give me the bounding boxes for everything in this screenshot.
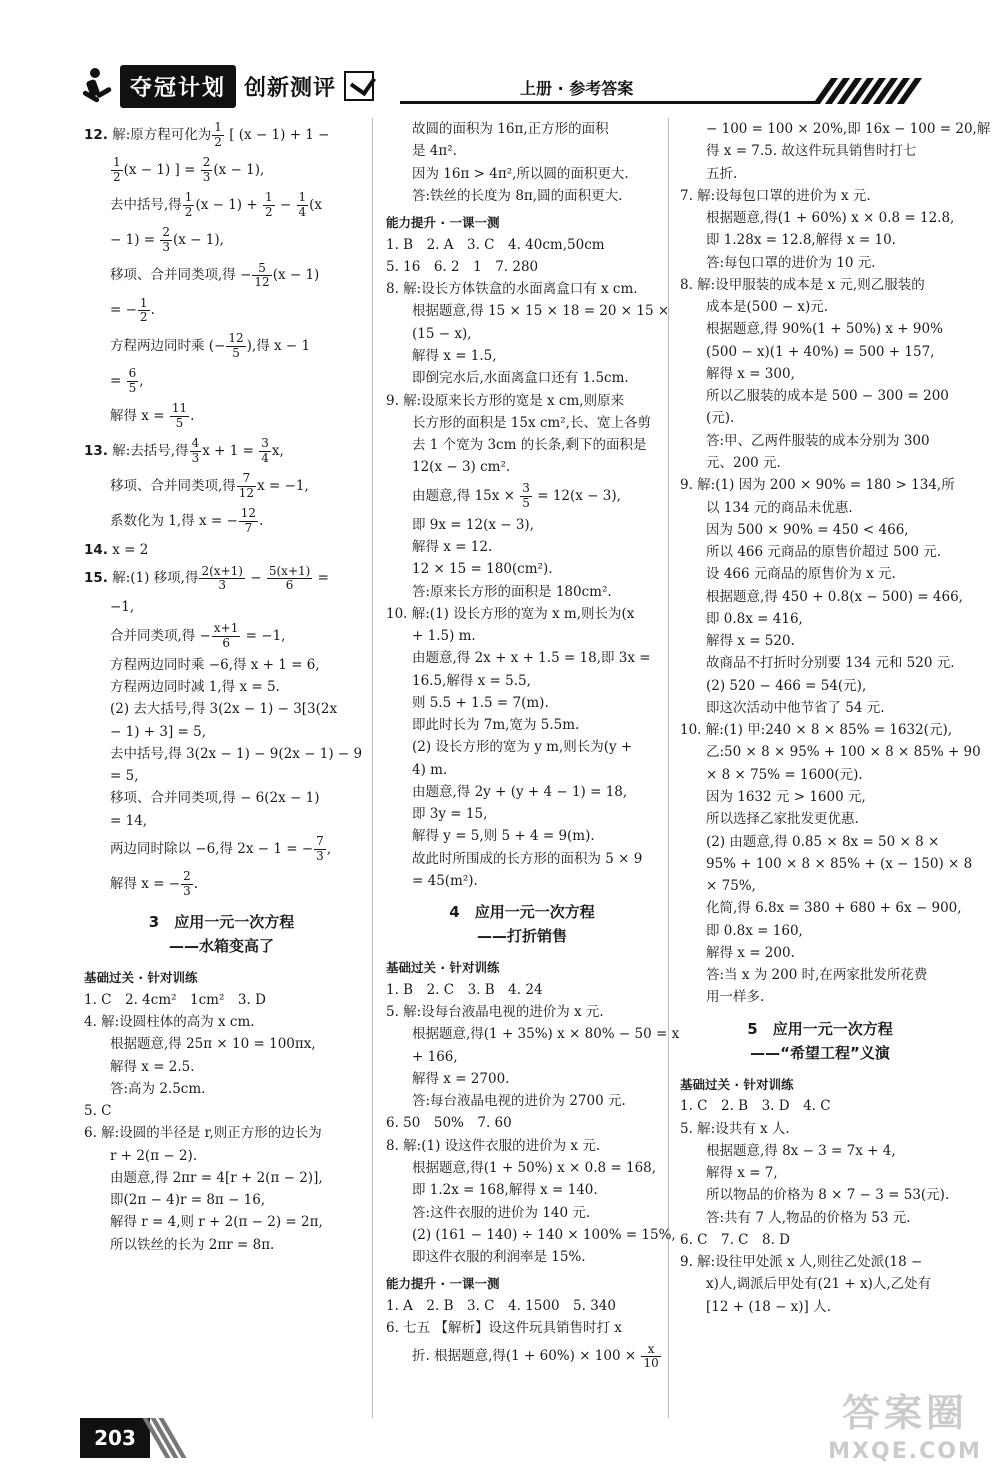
basic-practice-label: 基础过关 · 针对训练 xyxy=(84,970,198,986)
answer-line: 解得 x = 12. xyxy=(412,538,493,555)
answer-line: 8. 解:设长方体铁盒的水面离盒口有 x cm. xyxy=(386,281,638,298)
answer-line: 即 1.2x = 168,解得 x = 140. xyxy=(412,1182,598,1199)
answer-line: 所以 466 元商品的原售价超过 500 元. xyxy=(706,544,941,561)
answer-line: 由题意,得 2πr = 4[r + 2(π − 2)], xyxy=(110,1169,323,1186)
answer-line: x)人,调派后甲处有(21 + x)人,乙处有 xyxy=(706,1276,932,1293)
answer-line: 6. 解:设圆的半径是 r,则正方形的边长为 xyxy=(84,1125,322,1142)
answer-line: 根据题意,得 90%(1 + 50%) x + 90% xyxy=(706,321,943,338)
runner-icon xyxy=(80,66,116,106)
page-header xyxy=(0,0,1000,112)
answer-line: 答:共有 7 人,物品的价格为 53 元. xyxy=(706,1209,911,1226)
section-5-heading: 5 应用一元一次方程 xyxy=(747,1019,893,1038)
section-4-heading: 4 应用一元一次方程 xyxy=(449,903,595,922)
answer-12: 12. 解:原方程可化为 $\frac{1}{2}$ [ (x − 1) + 1 − $\frac{1}{2}$ (x − 1) ] = $\frac{2}{3}$ (x − 1), 去中括号,得 $\frac{1}{2}$ (x − 1) + $\frac{1}{2}$ − $\frac{1}{4}$ (x − 1) = $\frac{2}{3}$ (x − 1), 移项、合并同类项,得 − $\frac{5}{12}$ (x − 1) = − $\frac{1}{2}$ . 方程两边同时乘 (− $\frac{12}{5}$ ),得 x − 1 = $\frac{6}{5}$ , 解得 x = $\frac{11}{5}$ . xyxy=(84,120,330,430)
answer-line: 即 0.8x = 160, xyxy=(706,922,803,939)
page-number: 203 xyxy=(80,1418,150,1458)
answer-line: 由题意,得 2y + (y + 4 − 1) = 18, xyxy=(412,783,628,800)
answer-line: (500 − x)(1 + 40%) = 500 + 157, xyxy=(706,343,935,360)
answer-line: 则 5.5 + 1.5 = 7(m). xyxy=(412,694,549,711)
check-icon xyxy=(344,71,374,101)
answer-line: 以 134 元的商品未优惠. xyxy=(706,499,853,516)
answer-line: 故圆的面积为 16π,正方形的面积 xyxy=(412,121,609,137)
column-left xyxy=(84,118,363,1256)
ability-label: 能力提升 · 一课一测 xyxy=(386,1276,500,1292)
header-rule xyxy=(400,101,820,104)
answer-line: = 45(m²). xyxy=(412,872,478,889)
answer-line: 5. 解:设每台液晶电视的进价为 x 元. xyxy=(386,1004,604,1021)
answer-line: 所以物品的价格为 8 × 7 − 3 = 53(元). xyxy=(706,1187,950,1204)
answer-line: 根据题意,得(1 + 50%) x × 0.8 = 168, xyxy=(412,1159,657,1176)
answer-line: 乙:50 × 8 × 95% + 100 × 8 × 85% + 90 xyxy=(706,744,981,761)
answer-line: + 1.5) m. xyxy=(412,628,476,645)
answer-line: (元). xyxy=(706,410,735,427)
answer-line: 故商品不打折时分别要 134 元和 520 元. xyxy=(706,655,955,672)
answer-line: 1. B 2. A 3. C 4. 40cm,50cm xyxy=(386,236,605,253)
answer-line: 6. 七五 【解析】设这件玩具销售时打 x xyxy=(386,1320,622,1337)
answer-line: 16.5,解得 x = 5.5, xyxy=(412,672,531,689)
ability-label: 能力提升 · 一课一测 xyxy=(386,215,500,231)
answer-line: × 75%, xyxy=(706,878,756,895)
answer-line: 解得 x = 200. xyxy=(706,944,795,961)
answer-line: 答:铁丝的长度为 8π,圆的面积更大. xyxy=(412,187,623,204)
answer-line: [12 + (18 − x)] 人. xyxy=(706,1298,831,1315)
answer-line: 根据题意,得 8x − 3 = 7x + 4, xyxy=(706,1142,896,1159)
answer-13: 13. 解:去括号,得 $\frac{4}{3}$ x + 1 = $\frac{3}{4}$ x, 移项、合并同类项,得 $\frac{7}{12}$ x = −1, 系数化为 1,得 x = − $\frac{12}{7}$ . xyxy=(84,436,309,536)
answer-line: 因为 1632 元 > 1600 元, xyxy=(706,788,866,805)
brand-name: 夺冠计划 xyxy=(120,65,236,108)
answer-14: 14. x = 2 xyxy=(84,542,149,559)
answer-line: 是 4π². xyxy=(412,143,457,160)
answer-line: 解得 x = 1.5, xyxy=(412,348,497,365)
answer-line: 9. 解:设原来长方形的宽是 x cm,则原来 xyxy=(386,392,625,409)
answer-line: 元、200 元. xyxy=(706,454,781,471)
answer-line: 因为 500 × 90% = 450 < 466, xyxy=(706,521,909,538)
answer-line: 五折. xyxy=(706,165,738,182)
answer-line: (2) 设长方形的宽为 y m,则长为(y + xyxy=(412,739,633,756)
answer-line: 答:每包口罩的进价为 10 元. xyxy=(706,254,876,271)
answer-line: 8. 解:设甲服装的成本是 x 元,则乙服装的 xyxy=(680,276,925,293)
answer-line: 9. 解:设往甲处派 x 人,则往乙处派(18 − xyxy=(680,1254,923,1271)
answer-line: 用一样多. xyxy=(706,989,765,1006)
answer-line: 所以铁丝的长为 2πr = 8π. xyxy=(110,1236,275,1253)
column-right xyxy=(680,118,991,1318)
column-middle xyxy=(386,118,680,1375)
answer-line: 9. 解:(1) 因为 200 × 90% = 180 > 134,所 xyxy=(680,477,955,494)
section-5-subheading: ——“希望工程”义演 xyxy=(750,1043,890,1062)
page-stripes xyxy=(150,1418,180,1458)
answer-line: 4. 解:设圆柱体的高为 x cm. xyxy=(84,1014,255,1031)
answer-line: 即 3y = 15, xyxy=(412,806,488,823)
answer-line: 1. C 2. 4cm² 1cm² 3. D xyxy=(84,991,266,1008)
answer-line: 由题意,得 15x × $\frac{3}{5}$ = 12(x − 3), xyxy=(412,480,621,510)
answer-line: 化简,得 6.8x = 380 + 680 + 6x − 900, xyxy=(706,900,962,917)
section-title: 上册 · 参考答案 xyxy=(520,79,634,98)
answer-line: 即倒完水后,水面离盒口还有 1.5cm. xyxy=(412,370,629,387)
answer-line: 解得 x = 520. xyxy=(706,633,795,650)
answer-line: r + 2(π − 2). xyxy=(110,1147,198,1164)
answer-line: 解得 x = 2700. xyxy=(412,1070,510,1087)
answer-line: 即 1.28x = 12.8,解得 x = 10. xyxy=(706,232,896,249)
answer-line: 设 466 元商品的原售价为 x 元. xyxy=(706,566,896,583)
answer-line: 所以选择乙家批发更优惠. xyxy=(706,811,859,828)
answer-line: 解得 r = 4,则 r + 2(π − 2) = 2π, xyxy=(110,1214,323,1231)
answer-line: 折. 根据题意,得(1 + 60%) × 100 × $\frac{x}{10}$ xyxy=(412,1341,659,1371)
answer-line: 所以乙服装的成本是 500 − 300 = 200 xyxy=(706,388,949,405)
answer-line: 即 0.8x = 416, xyxy=(706,610,803,627)
header-stripes xyxy=(812,78,920,104)
answer-line: (2) 520 − 466 = 54(元), xyxy=(706,677,867,694)
answer-line: 由题意,得 2x + x + 1.5 = 18,即 3x = xyxy=(412,650,651,667)
answer-line: 答:这件衣服的进价为 140 元. xyxy=(412,1204,591,1221)
answer-line: (15 − x), xyxy=(412,325,472,342)
section-4-subheading: ——打折销售 xyxy=(476,927,567,946)
answer-line: 根据题意,得(1 + 60%) x × 0.8 = 12.8, xyxy=(706,210,955,227)
answer-line: 解得 x = 300, xyxy=(706,365,795,382)
answer-line: 解得 x = 7, xyxy=(706,1165,778,1182)
answer-line: 8. 解:(1) 设这件衣服的进价为 x 元. xyxy=(386,1137,601,1154)
answer-line: 去 1 个宽为 3cm 的长条,剩下的面积是 xyxy=(412,437,647,454)
answer-line: 即这件衣服的利润率是 15%. xyxy=(412,1249,586,1266)
section-3-subheading: ——水箱变高了 xyxy=(168,937,274,956)
section-3-heading: 3 应用一元一次方程 xyxy=(148,913,295,932)
answer-line: × 8 × 75% = 1600(元). xyxy=(706,766,863,783)
answer-line: 即 9x = 12(x − 3), xyxy=(412,516,534,533)
answer-line: 根据题意,得 450 + 0.8(x − 500) = 466, xyxy=(706,588,963,605)
answer-line: 10. 解:(1) 甲:240 × 8 × 85% = 1632(元), xyxy=(680,722,952,739)
answer-line: 根据题意,得(1 + 35%) x × 80% − 50 = x xyxy=(412,1026,680,1043)
answer-line: 5. 16 6. 2 1 7. 280 xyxy=(386,258,539,275)
answer-line: 7. 解:设每包口罩的进价为 x 元. xyxy=(680,187,871,204)
answer-line: 1. A 2. B 3. C 4. 1500 5. 340 xyxy=(386,1297,616,1314)
answer-line: (2) (161 − 140) ÷ 140 × 100% = 15%, xyxy=(412,1226,676,1243)
answer-line: + 166, xyxy=(412,1048,458,1065)
answer-line: 答:当 x 为 200 时,在两家批发所花费 xyxy=(706,967,928,984)
answer-line: − 100 = 100 × 20%,即 16x − 100 = 20,解 xyxy=(706,121,991,137)
answer-line: 5. C xyxy=(84,1103,112,1120)
answer-line: 12 × 15 = 180(cm²). xyxy=(412,561,553,578)
answer-line: 即(2π − 4)r = 8π − 16, xyxy=(110,1192,266,1209)
answer-line: 5. 解:设共有 x 人. xyxy=(680,1120,790,1137)
answer-line: 根据题意,得 25π × 10 = 100πx, xyxy=(110,1036,316,1053)
answer-line: 根据题意,得 15 × 15 × 18 = 20 × 15 × xyxy=(412,303,670,320)
answer-line: 即此时长为 7m,宽为 5.5m. xyxy=(412,717,580,734)
answer-line: 10. 解:(1) 设长方形的宽为 x m,则长为(x xyxy=(386,605,635,622)
basic-practice-label: 基础过关 · 针对训练 xyxy=(386,960,500,976)
answer-line: 1. C 2. B 3. D 4. C xyxy=(680,1098,831,1115)
answer-line: 故此时所围成的长方形的面积为 5 × 9 xyxy=(412,850,643,867)
basic-practice-label: 基础过关 · 针对训练 xyxy=(680,1076,794,1092)
answer-line: 解得 y = 5,则 5 + 4 = 9(m). xyxy=(412,828,595,845)
column-divider xyxy=(372,118,373,1418)
answer-line: 答:每台液晶电视的进价为 2700 元. xyxy=(412,1093,626,1110)
answer-line: (2) 由题意,得 0.85 × 8x = 50 × 8 × xyxy=(706,833,940,850)
brand-subtitle: 创新测评 xyxy=(244,75,337,101)
answer-line: 1. B 2. C 3. B 4. 24 xyxy=(386,981,543,998)
brand-logo xyxy=(80,64,374,108)
answer-line: 6. C 7. C 8. D xyxy=(680,1231,790,1248)
answer-line: 长方形的面积是 15x cm²,长、宽上各剪 xyxy=(412,414,651,431)
answer-line: 95% + 100 × 8 × 85% + (x − 150) × 8 xyxy=(706,855,973,872)
answer-line: 4) m. xyxy=(412,761,448,778)
answer-line: 12(x − 3) cm². xyxy=(412,459,511,476)
answer-line: 答:甲、乙两件服装的成本分别为 300 xyxy=(706,432,930,449)
answer-line: 因为 16π > 4π²,所以圆的面积更大. xyxy=(412,165,629,182)
answer-line: 答:高为 2.5cm. xyxy=(110,1080,206,1097)
answer-line: 成本是(500 − x)元. xyxy=(706,299,829,316)
answer-line: 得 x = 7.5. 故这件玩具销售时打七 xyxy=(706,143,917,160)
watermark: 答案圈 MXQE.COM xyxy=(828,1391,982,1464)
answer-line: 即这次活动中他节省了 54 元. xyxy=(706,699,885,716)
answer-line: 解得 x = 2.5. xyxy=(110,1058,195,1075)
answer-15: 15. 解:(1) 移项,得 $\frac{2(x+1)}{3}$ − $\frac{5(x+1)}{6}$ = −1, 合并同类项,得 − $\frac{x+1}{6}$ = −1, 方程两边同时乘 −6,得 x + 1 = 6, 方程两边同时减 1,得 x = 5. (2) 去大括号,得 3(2x − 1) − 3[3(2x − 1) + 3] = 5, 去中括号,得 3(2x − 1) − 9(2x − 1) − 9 = 5, 移项、合并同类项,得 − 6(2x − 1) = 14, 两边同时除以 −6,得 2x − 1 = − $\frac{7}{3}$ , 解得 x = − $\frac{2}{3}$ . xyxy=(84,563,363,899)
answer-line: 6. 50 50% 7. 60 xyxy=(386,1115,512,1132)
answer-line: 答:原来长方形的面积是 180cm². xyxy=(412,583,612,600)
